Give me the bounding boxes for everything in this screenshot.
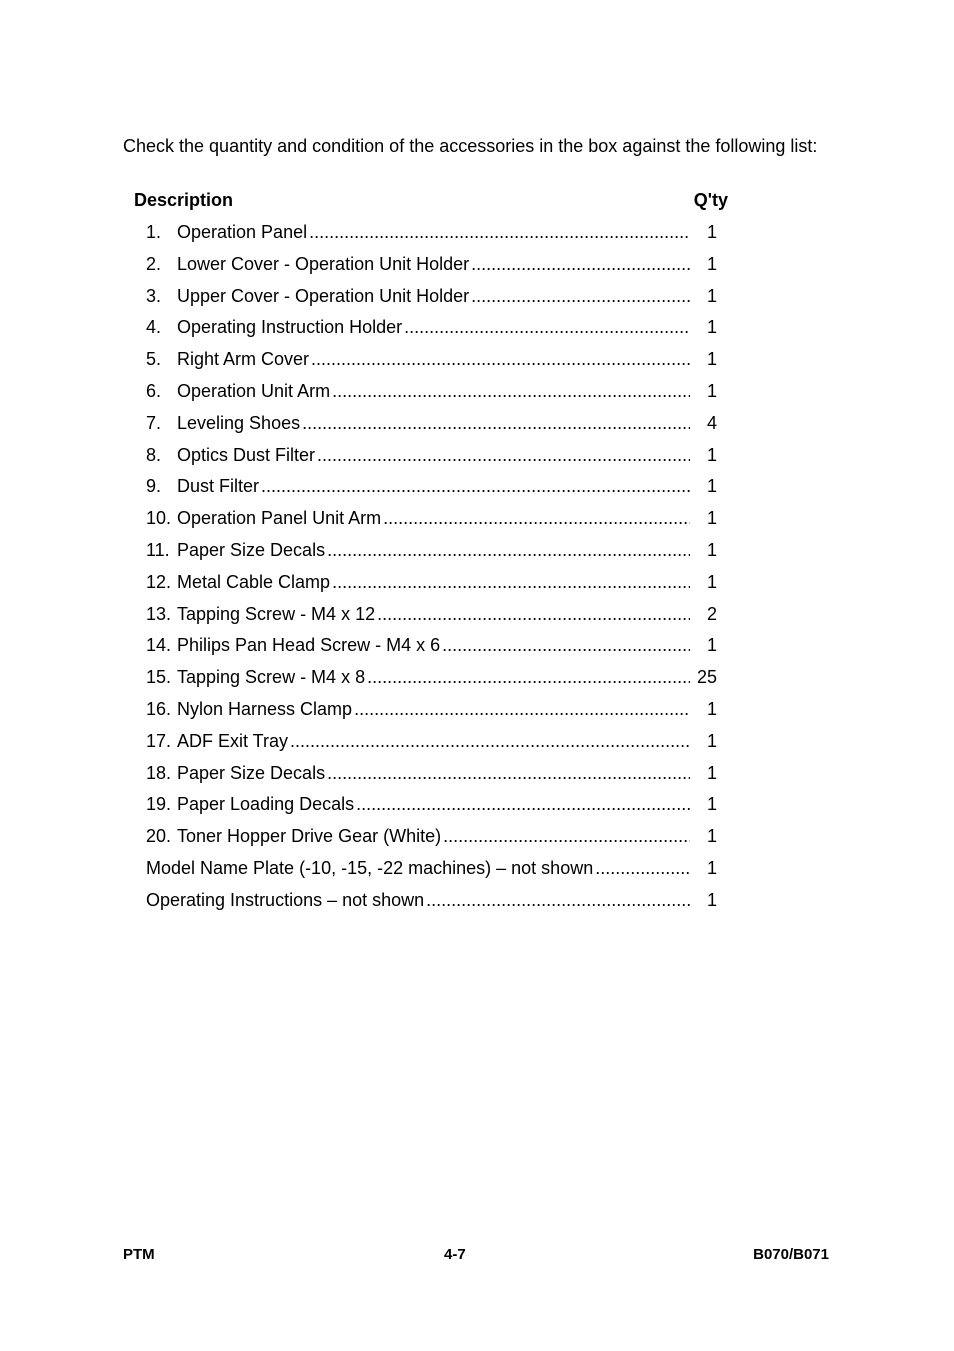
accessory-item-row — [146, 221, 690, 243]
item-description: Leveling Shoes — [177, 412, 301, 433]
accessory-item — [146, 444, 728, 476]
item-quantity: 1 — [706, 826, 717, 847]
dot-leader — [259, 475, 690, 497]
accessory-item-row — [146, 348, 690, 370]
item-quantity: 25 — [696, 667, 717, 688]
item-number: 10. — [146, 508, 172, 529]
item-number: 5. — [146, 349, 162, 370]
accessory-item-row — [146, 730, 690, 752]
accessory-item-row — [146, 507, 690, 529]
item-description: Philips Pan Head Screw - M4 x 6 — [177, 635, 441, 656]
accessory-item-row — [146, 412, 690, 434]
item-description: ADF Exit Tray — [177, 730, 289, 751]
accessory-item — [146, 475, 728, 507]
item-number: 20. — [146, 826, 172, 847]
item-number: 11. — [146, 539, 170, 560]
item-number: 4. — [146, 317, 162, 338]
item-quantity: 1 — [706, 380, 717, 401]
accessory-item — [146, 253, 728, 285]
accessory-item-row — [146, 634, 690, 656]
item-quantity: 1 — [706, 317, 717, 338]
intro-text: Check the quantity and condition of the accessories in the box against the following list: — [123, 136, 818, 156]
item-quantity: 1 — [706, 889, 717, 910]
dot-leader — [325, 762, 690, 784]
item-number: 13. — [146, 603, 172, 624]
item-quantity: 1 — [706, 253, 717, 274]
item-description: Optics Dust Filter — [177, 444, 316, 465]
item-description: Lower Cover - Operation Unit Holder — [177, 253, 470, 274]
item-quantity: 1 — [706, 539, 717, 560]
dot-leader — [330, 571, 690, 593]
accessory-table-header — [134, 190, 728, 212]
dot-leader — [325, 539, 690, 561]
accessory-item — [146, 634, 728, 666]
accessory-item — [146, 857, 728, 889]
item-quantity: 1 — [706, 571, 717, 592]
accessory-item — [146, 571, 728, 603]
item-number: 19. — [146, 794, 172, 815]
accessory-item — [146, 603, 728, 635]
item-quantity: 1 — [706, 857, 717, 878]
quantity-column-header: Q'ty — [693, 190, 728, 210]
dot-leader — [307, 221, 690, 243]
item-number: 7. — [146, 412, 162, 433]
item-quantity: 4 — [706, 412, 717, 433]
accessory-item-row — [146, 857, 690, 879]
item-description: Operating Instructions – not shown — [146, 889, 425, 910]
item-description: Paper Size Decals — [177, 539, 326, 560]
item-quantity: 1 — [706, 794, 717, 815]
accessory-list — [146, 221, 728, 921]
dot-leader — [315, 444, 690, 466]
item-description: Tapping Screw - M4 x 8 — [177, 667, 366, 688]
item-description: Operation Unit Arm — [177, 380, 331, 401]
item-description: Tapping Screw - M4 x 12 — [177, 603, 376, 624]
dot-leader — [469, 253, 690, 275]
accessory-item — [146, 825, 728, 857]
item-quantity: 1 — [706, 508, 717, 529]
item-description: Operation Panel Unit Arm — [177, 508, 382, 529]
dot-leader — [381, 507, 690, 529]
item-number: 6. — [146, 380, 162, 401]
accessory-item — [146, 348, 728, 380]
item-quantity: 1 — [706, 698, 717, 719]
item-description: Paper Size Decals — [177, 762, 326, 783]
dot-leader — [441, 825, 690, 847]
accessory-item-row — [146, 285, 690, 307]
item-quantity: 1 — [706, 730, 717, 751]
accessory-item — [146, 380, 728, 412]
accessory-item — [146, 793, 728, 825]
item-number: 14. — [146, 635, 172, 656]
item-quantity: 1 — [706, 762, 717, 783]
accessory-item-row — [146, 316, 690, 338]
item-number: 17. — [146, 730, 172, 751]
accessory-item — [146, 666, 728, 698]
accessory-item — [146, 316, 728, 348]
dot-leader — [593, 857, 690, 879]
item-number: 8. — [146, 444, 162, 465]
accessory-item — [146, 762, 728, 794]
item-description: Operating Instruction Holder — [177, 317, 403, 338]
dot-leader — [309, 348, 690, 370]
accessory-item — [146, 698, 728, 730]
accessory-item-row — [146, 475, 690, 497]
accessory-item-row — [146, 380, 690, 402]
dot-leader — [365, 666, 690, 688]
accessory-item-row — [146, 571, 690, 593]
dot-leader — [440, 634, 690, 656]
accessory-item-row — [146, 253, 690, 275]
dot-leader — [469, 285, 690, 307]
item-quantity: 2 — [706, 603, 717, 624]
accessory-item-row — [146, 444, 690, 466]
item-number: 9. — [146, 476, 162, 497]
accessory-item — [146, 539, 728, 571]
accessory-item-row — [146, 762, 690, 784]
item-number: 2. — [146, 253, 162, 274]
accessory-item — [146, 412, 728, 444]
item-quantity: 1 — [706, 222, 717, 242]
item-quantity: 1 — [706, 476, 717, 497]
item-number: 18. — [146, 762, 172, 783]
item-description: Model Name Plate (-10, -15, -22 machines) – not shown — [146, 857, 594, 878]
item-number: 12. — [146, 571, 172, 592]
accessory-item-row — [146, 793, 690, 815]
accessory-item — [146, 507, 728, 539]
item-quantity: 1 — [706, 444, 717, 465]
accessory-item-row — [146, 539, 690, 561]
item-description: Metal Cable Clamp — [177, 571, 331, 592]
item-number: 15. — [146, 667, 172, 688]
model-number: B070/B071 — [753, 1246, 829, 1263]
accessory-item — [146, 221, 728, 253]
item-description: Upper Cover - Operation Unit Holder — [177, 285, 470, 306]
footer-left-label: PTM — [123, 1246, 155, 1263]
dot-leader — [424, 889, 690, 911]
item-quantity: 1 — [706, 635, 717, 656]
item-number: 3. — [146, 285, 162, 306]
accessory-item — [146, 285, 728, 317]
dot-leader — [354, 793, 690, 815]
item-description: Toner Hopper Drive Gear (White) — [177, 826, 442, 847]
accessory-item — [146, 889, 728, 921]
item-description: Right Arm Cover — [177, 349, 310, 370]
accessory-item-row — [146, 889, 690, 911]
dot-leader — [288, 730, 690, 752]
item-description: Paper Loading Decals — [177, 794, 355, 815]
page-number: 4-7 — [444, 1246, 466, 1263]
dot-leader — [402, 316, 690, 338]
description-column-header: Description — [134, 190, 234, 210]
accessory-item-row — [146, 825, 690, 847]
item-quantity: 1 — [706, 349, 717, 370]
item-quantity: 1 — [706, 285, 717, 306]
item-number: 1. — [146, 222, 162, 242]
accessory-item — [146, 730, 728, 762]
item-description: Dust Filter — [177, 476, 260, 497]
accessory-item-row — [146, 603, 690, 625]
item-description: Nylon Harness Clamp — [177, 698, 353, 719]
item-description: Operation Panel — [177, 222, 308, 242]
accessory-item-row — [146, 666, 690, 688]
dot-leader — [330, 380, 690, 402]
accessory-item-row — [146, 698, 690, 720]
item-number: 16. — [146, 698, 172, 719]
dot-leader — [375, 603, 690, 625]
dot-leader — [300, 412, 690, 434]
dot-leader — [352, 698, 690, 720]
